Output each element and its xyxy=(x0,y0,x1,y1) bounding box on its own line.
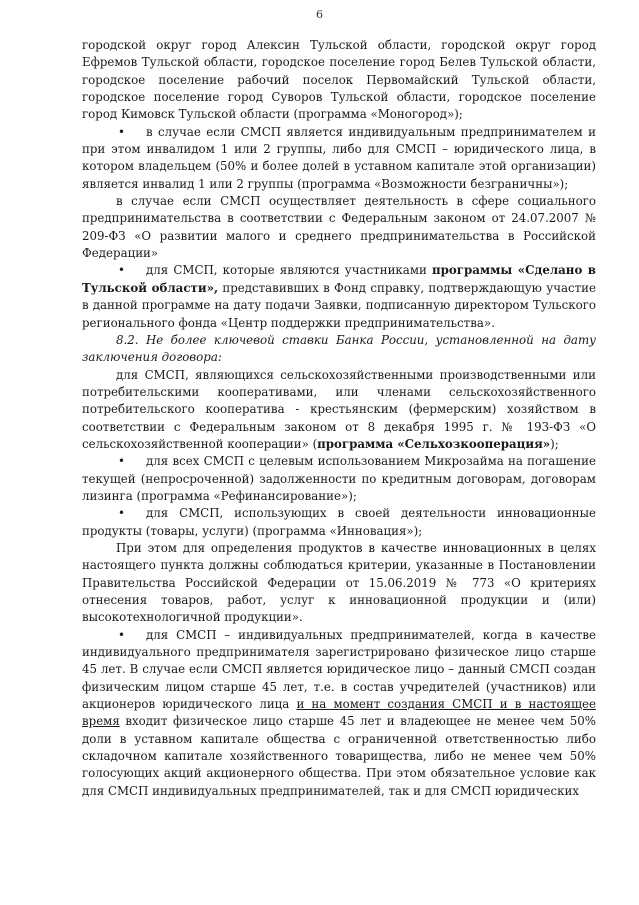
document-body xyxy=(82,37,596,800)
bullet-text-a: для СМСП – индивидуальных предпринимателей, когда в качестве индивидуального предпринимателя зарегистрировано физическое лицо старше 45 лет. В случае если СМСП является юридическое лицо – данный СМСП создан физическим лицом старше 45 лет, т.е. в состав учредителей (участников) или акционеров юридического лица xyxy=(82,627,596,712)
bullet-item-age-45 xyxy=(82,627,596,800)
paragraph-agricultural-cooperatives xyxy=(82,367,596,454)
bullet-text-a: для СМСП, которые являются участниками xyxy=(146,263,433,278)
bullet-text-c: входит физическое лицо старше 45 лет и владеющее не менее чем 50% доли в уставном капитале общества с ограниченной ответственностью либо складочном капитале хозяйственного товарищества, либо не менее чем 50% голосующих акций акционерного общества. При этом обязательное условие как для СМСП индивидуальных предпринимателей, так и для СМСП юридических xyxy=(82,714,596,798)
section-heading-8-2: 8.2. Не более ключевой ставки Банка России, установленной на дату заключения договора: xyxy=(82,332,596,365)
page-number: 6 xyxy=(316,8,323,21)
bullet-text: для всех СМСП с целевым использованием Микрозайма на погашение текущей (непросроченной) задолженности по кредитным договорам, договорам лизинга (программа «Рефинансирование»); xyxy=(82,454,596,503)
bullet-text: в случае если СМСП является индивидуальным предпринимателем и при этом инвалидом 1 или 2 группы, либо для СМСП – юридического лица, в котором владельцем (50% и более долей в уставном капитале этой организации) является инвалид 1 или 2 группы (программа «Возможности безграничны»); xyxy=(82,124,596,191)
underlined-text: и на момент создания СМСП и в настоящее время xyxy=(82,697,596,729)
bullet-item-innovation xyxy=(82,505,596,540)
paragraph-monogorod: городской округ город Алексин Тульской области, городской округ город Ефремов Тульской области, городское поселение город Белев Тульской области, городское поселение рабочий поселок Первомайский Тульской области, городское поселение город Суворов Тульской области, городское поселение город Кимовск Тульской области (программа «Моногород»); xyxy=(82,38,596,122)
paragraph-innovation-criteria: При этом для определения продуктов в качестве инновационных в целях настоящего пункта должны соблюдаться критерии, указанные в Постановлении Правительства Российской Федерации от 15.06.2019 № 773 «О критериях отнесения товаров, работ, услуг к инновационной продукции и (или) высокотехнологичной продукции». xyxy=(82,540,596,625)
bullet-text-c: представивших в Фонд справку, подтверждающую участие в данной программе на дату подачи Заявки, подписанную директором Тульского регионального фонда «Центр поддержки предпринимательства». xyxy=(82,280,596,330)
bullet-icon: • xyxy=(118,454,125,469)
bullet-item-made-in-tula xyxy=(82,262,596,331)
bullet-text: для СМСП, использующих в своей деятельности инновационные продукты (товары, услуги) (программа «Инновация»); xyxy=(82,506,596,538)
bullet-icon: • xyxy=(118,627,125,642)
program-name-agricultural: программа «Сельхозкооперация» xyxy=(317,436,551,451)
bullet-item-refinancing xyxy=(82,453,596,505)
bullet-icon: • xyxy=(118,124,125,139)
paragraph-social-entrepreneurship: в случае если СМСП осуществляет деятельность в сфере социального предпринимательства в соответствии с Федеральным законом от 24.07.2007 № 209-ФЗ «О развитии малого и среднего предпринимательства в Российской Федерации» xyxy=(82,194,596,261)
paragraph-text-c: ); xyxy=(550,436,559,451)
bullet-item-disabled xyxy=(82,124,596,193)
bullet-icon: • xyxy=(118,263,125,278)
bullet-icon: • xyxy=(118,506,125,521)
program-name-made-in-tula: программы «Сделано в Тульской области», xyxy=(82,263,597,295)
paragraph-text-a: для СМСП, являющихся сельскохозяйственными производственными или потребительскими кооперативами, или членами сельскохозяйственного потребительского кооператива - крестьянским (фермерским) хозяйством в соответствии с Федеральным законом от 8 декабря 1995 г. № 193-ФЗ «О сельскохозяйственной кооперации» ( xyxy=(82,367,596,451)
